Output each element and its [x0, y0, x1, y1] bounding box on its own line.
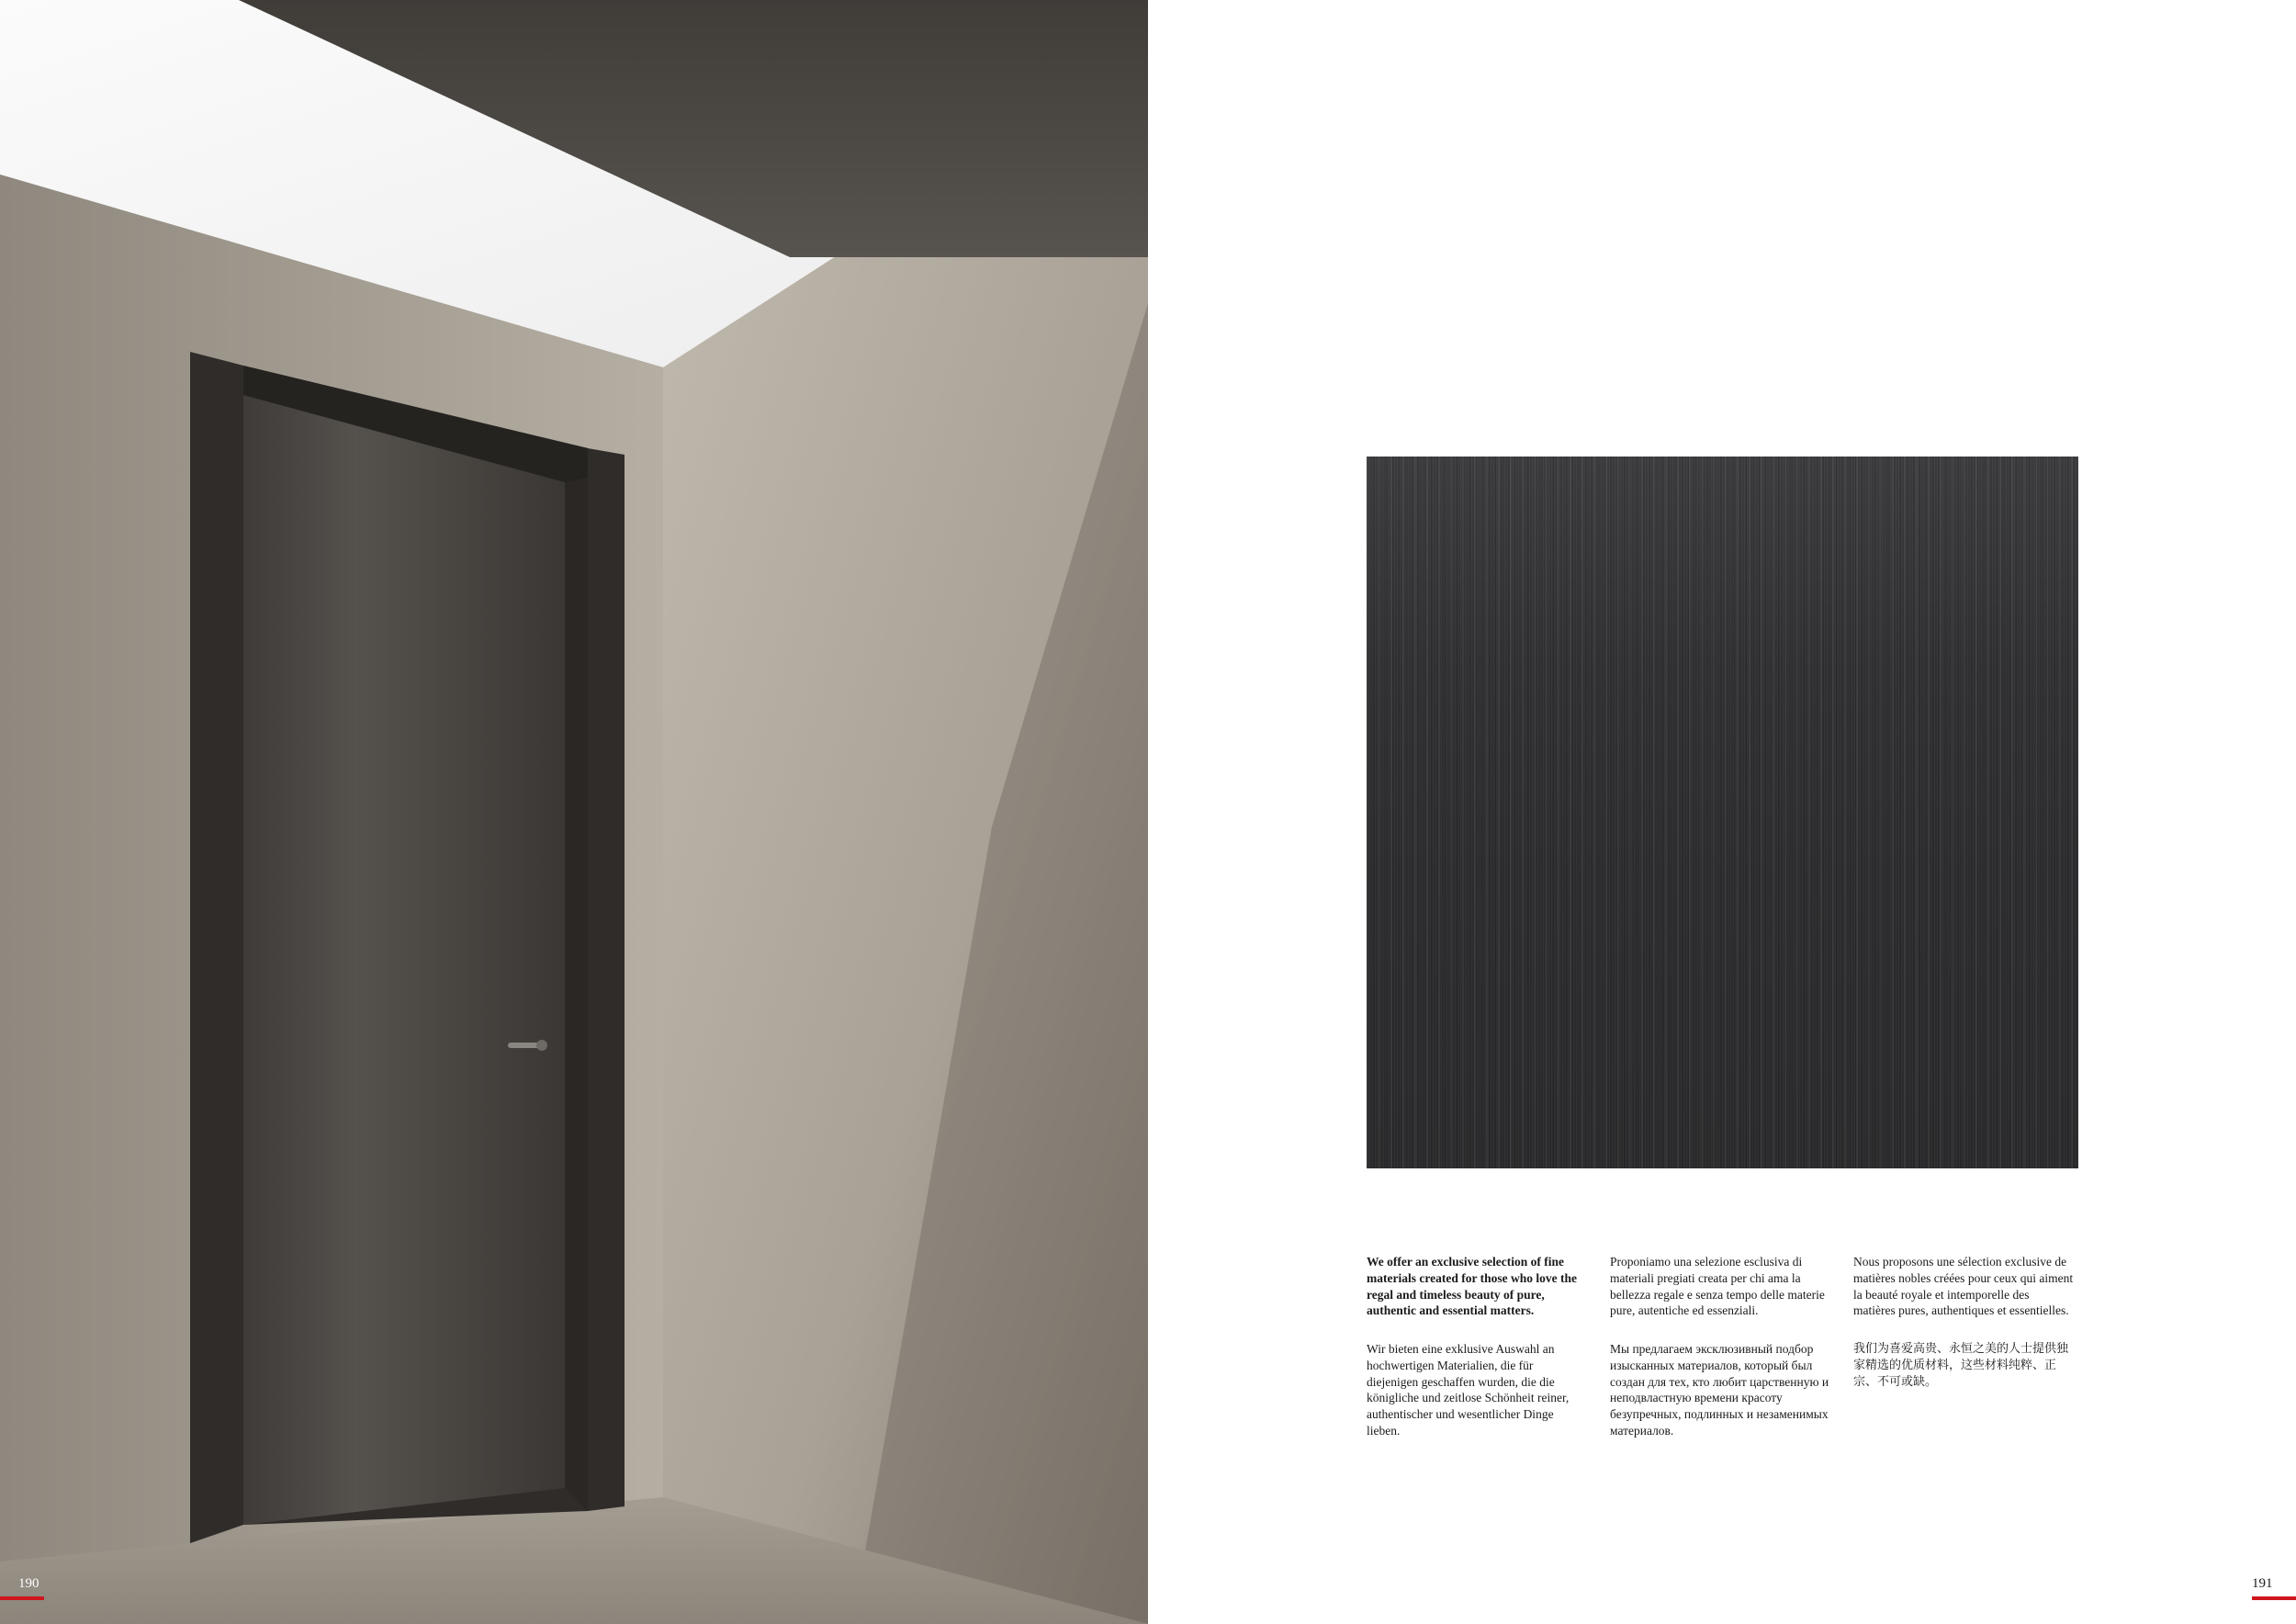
page-number-underline: [0, 1596, 44, 1600]
text-german: [1367, 1341, 1587, 1439]
page-number-left: 190: [18, 1576, 39, 1591]
text-chinese: [1853, 1341, 2074, 1390]
paragraph-ru: Мы предлагаем эксклюзивный подбор изысканных материалов, который был создан для тех, кто любит царственную и неподвластную времени красоту безупречных, подлинных и незаменимых материалов.: [1610, 1342, 1829, 1438]
paragraph-zh: 我们为喜爱高贵、永恒之美的人士提供独家精选的优质材料，这些材料纯粹、正宗、不可或缺。: [1853, 1342, 2069, 1389]
paragraph-it: Proponiamo una selezione esclusiva di materiali pregiati creata per chi ama la bellezza regale e senza tempo delle materie pure, autentiche ed essenziali.: [1610, 1255, 1825, 1318]
text-french: [1853, 1254, 2074, 1319]
text-english: [1367, 1254, 1587, 1319]
page-number-underline-right: [2252, 1596, 2296, 1600]
paragraph-en: We offer an exclusive selection of fine materials created for those who love the regal and timeless beauty of pure, authentic and essential matters.: [1367, 1255, 1577, 1318]
page-number-right: 191: [2252, 1576, 2273, 1591]
text-russian: [1610, 1341, 1830, 1439]
text-italian: [1610, 1254, 1830, 1319]
paragraph-de: Wir bieten eine exklusive Auswahl an hochwertigen Materialien, die für diejenigen geschaffen wurden, die die königliche und zeitlose Schönheit reiner, authentischer und wesentlicher Dinge lieben.: [1367, 1342, 1570, 1438]
paragraph-fr: Nous proposons une sélection exclusive de matières nobles créées pour ceux qui aiment la beauté royale et intemporelle des matières pures, authentiques et essentielles.: [1853, 1255, 2074, 1318]
right-page: [1148, 0, 2296, 1624]
material-swatch: [1367, 457, 2078, 1168]
